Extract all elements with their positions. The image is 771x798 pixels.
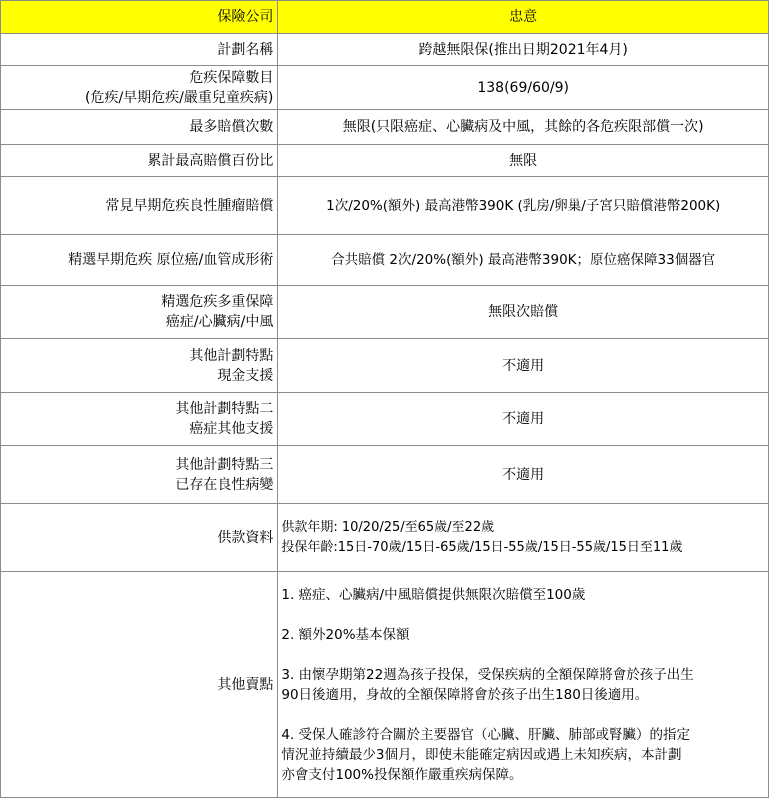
value-line: 合共賠償 2次/20%(額外) 最高港幣390K；原位癌保障33個器官 bbox=[331, 252, 716, 268]
row-label bbox=[1, 446, 278, 504]
header-company: 忠意 bbox=[278, 1, 769, 34]
label-line: 現金支援 bbox=[217, 367, 274, 384]
highlight-line: 2. 額外20%基本保額 bbox=[281, 626, 410, 643]
row-coverage-count bbox=[1, 66, 769, 110]
row-label bbox=[1, 110, 278, 145]
row-label bbox=[1, 572, 278, 798]
row-value bbox=[278, 339, 769, 393]
value-line: 不適用 bbox=[502, 357, 545, 374]
row-value bbox=[278, 572, 769, 798]
value-line: 無限次賠償 bbox=[488, 304, 559, 320]
row-feature-1 bbox=[1, 339, 769, 393]
row-feature-2 bbox=[1, 393, 769, 446]
label-line: 危疾保障數目 bbox=[189, 69, 274, 86]
row-value bbox=[278, 177, 769, 235]
label-line: 精選危疾多重保障 bbox=[161, 294, 274, 310]
row-value bbox=[278, 34, 769, 66]
label-line: (危疾/早期危疾/嚴重兒童疾病) bbox=[85, 89, 274, 106]
label-line: 其他計劃特點 bbox=[189, 347, 274, 364]
row-value bbox=[278, 446, 769, 504]
row-premium-info bbox=[1, 504, 769, 572]
row-label bbox=[1, 34, 278, 66]
highlight-item bbox=[281, 625, 768, 645]
row-label bbox=[1, 504, 278, 572]
label-line: 其他賣點 bbox=[217, 676, 274, 693]
highlight-line: 情況並持續最少3個月，即使未能確定病因或遇上未知疾病，本計劃 bbox=[281, 746, 682, 763]
value-line: 138(69/60/9) bbox=[477, 79, 569, 96]
label-line: 累計最高賠償百份比 bbox=[147, 152, 274, 169]
value-line: 供款年期: 10/20/25/至65歲/至22歲 bbox=[281, 519, 495, 535]
row-label bbox=[1, 145, 278, 177]
row-value bbox=[278, 145, 769, 177]
row-label bbox=[1, 66, 278, 110]
highlight-line: 1. 癌症、心臟病/中風賠償提供無限次賠償至100歲 bbox=[281, 586, 586, 603]
row-carcinoma-in-situ bbox=[1, 235, 769, 286]
highlight-item bbox=[281, 585, 768, 605]
label-line: 已存在良性病變 bbox=[175, 476, 274, 493]
label-line: 供款資料 bbox=[217, 529, 274, 546]
row-value bbox=[278, 66, 769, 110]
highlight-item bbox=[281, 665, 768, 705]
header-label: 保險公司 bbox=[1, 1, 278, 34]
label-line: 其他計劃特點二 bbox=[175, 401, 274, 417]
label-line: 精選早期危疾 原位癌/血管成形術 bbox=[68, 252, 274, 268]
label-line: 最多賠償次數 bbox=[189, 119, 274, 135]
highlight-line: 90日後適用，身故的全額保障將會於孩子出生180日後適用。 bbox=[281, 686, 649, 703]
value-line: 1次/20%(額外) 最高港幣390K (乳房/卵巢/子宮只賠償港幣200K) bbox=[326, 197, 721, 214]
spacer bbox=[281, 605, 768, 625]
label-line: 常見早期危疾良性腫瘤賠償 bbox=[105, 197, 274, 214]
spacer bbox=[281, 645, 768, 665]
header-row bbox=[1, 1, 769, 34]
row-label bbox=[1, 339, 278, 393]
row-benign-tumour bbox=[1, 177, 769, 235]
value-line: 無限(只限癌症、心臟病及中風，其餘的各危疾限部償一次) bbox=[342, 119, 704, 135]
row-feature-3 bbox=[1, 446, 769, 504]
label-line: 其他計劃特點三 bbox=[175, 456, 274, 473]
row-highlights bbox=[1, 572, 769, 798]
row-value bbox=[278, 504, 769, 572]
row-multiple-protection bbox=[1, 286, 769, 339]
row-value bbox=[278, 286, 769, 339]
row-label bbox=[1, 235, 278, 286]
row-cumulative-percent bbox=[1, 145, 769, 177]
row-label bbox=[1, 286, 278, 339]
value-line: 投保年齡:15日-70歲/15日-65歲/15日-55歲/15日-55歲/15日至11歲 bbox=[281, 539, 683, 555]
row-value bbox=[278, 110, 769, 145]
row-value bbox=[278, 393, 769, 446]
highlight-item bbox=[281, 725, 768, 785]
label-line: 癌症/心臟病/中風 bbox=[165, 314, 274, 330]
row-plan-name bbox=[1, 34, 769, 66]
value-line: 跨越無限保(推出日期2021年4月) bbox=[418, 41, 628, 58]
highlight-line: 亦會支付100%投保額作嚴重疾病保障。 bbox=[281, 766, 523, 783]
label-line: 癌症其他支援 bbox=[189, 421, 274, 437]
row-label bbox=[1, 393, 278, 446]
highlight-line: 3. 由懷孕期第22週為孩子投保，受保疾病的全額保障將會於孩子出生 bbox=[281, 666, 694, 683]
value-line: 不適用 bbox=[502, 411, 545, 427]
value-line: 不適用 bbox=[502, 466, 545, 483]
value-line: 無限 bbox=[509, 152, 538, 169]
row-value bbox=[278, 235, 769, 286]
spacer bbox=[281, 705, 768, 725]
row-label bbox=[1, 177, 278, 235]
highlight-line: 4. 受保人確診符合關於主要器官（心臟、肝臟、肺部或腎臟）的指定 bbox=[281, 726, 691, 743]
row-max-claims bbox=[1, 110, 769, 145]
label-line: 計劃名稱 bbox=[217, 41, 274, 58]
